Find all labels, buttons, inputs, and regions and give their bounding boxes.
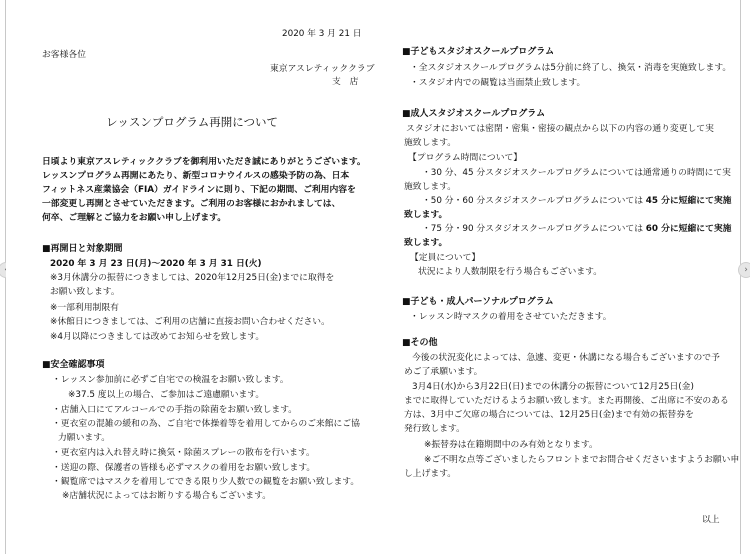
time-rule-text: ・75 分・90 分スタジオスクールプログラムについては [422,224,646,234]
time-rule-text: ・50 分・60 分スタジオスクールプログラムについては [422,196,646,206]
time-rule-emphasis: 45 分に短縮にて実施 [645,196,732,206]
time-rule: 致します。 [404,238,448,248]
time-rule: 致します。 [404,210,448,220]
document-date: 2020 年 3 月 21 日 [282,29,362,39]
other-line: ※ご不明な点等ございましたらフロントまでお問合せくださいますようお願い申 [424,455,740,465]
other-line: めご了承願います。 [404,367,483,377]
document-page-left [6,0,378,554]
intro-line: フィットネス産業協会（FIA）ガイドラインに則り、下記の期間、ご利用内容を [42,185,356,195]
section-heading-personal: ■子ども・成人パーソナルプログラム [402,297,554,307]
adult-intro: スタジオにおいては密閉・密集・密接の観点から以下の内容の通り変更して実 [406,124,714,134]
section-heading-period: ■再開日と対象期間 [42,244,123,254]
time-rule-emphasis: 60 分に短縮にて実施 [645,224,732,234]
subheading-capacity: 【定員について】 [410,253,481,263]
next-page-icon[interactable]: › [738,262,750,278]
period-note: ※4月以降につきましては改めてお知らせを致します。 [50,332,265,342]
section-heading-other: ■その他 [402,338,438,348]
period-note: ※一部利用制限有 [50,303,119,313]
safety-item: ※37.5 度以上の場合、ご参加はご遠慮願います。 [68,390,265,400]
section-heading-kids: ■子どもスタジオスクールプログラム [402,47,555,57]
section-heading-adult: ■成人スタジオスクールプログラム [402,109,546,119]
safety-item: 力願います。 [58,433,111,443]
intro-line: 何卒、ご理解とご協力をお願い申し上げます。 [42,213,227,223]
kids-item: ・スタジオ内での観覧は当面禁止致します。 [410,78,586,88]
subheading-time: 【プログラム時間について】 [408,153,523,163]
addressee: お客様各位 [42,50,86,60]
right-viewer-edge [740,0,741,554]
time-rule [422,224,731,235]
sender-company: 東京アスレティッククラブ [270,64,375,74]
personal-text: ・レッスン時マスクの着用をさせていただきます。 [410,312,612,322]
intro-line: 一部変更し再開とさせていただきます。ご利用のお客様におかれましては、 [42,199,341,209]
other-line: し上げます。 [404,469,457,479]
period-note: ※3月休講分の振替につきましては、2020年12月25日(金)までに取得を [50,273,335,283]
period-note: お願い致します。 [50,287,120,297]
document-page-right [382,0,740,554]
safety-item: ・更衣室の混雑の緩和の為、ご自宅で体操着等を着用してからのご来館にご協 [52,419,360,429]
period-range: 2020 年 3 月 23 日(月)～2020 年 3 月 31 日(火) [50,259,262,269]
sender-branch: 支 店 [332,77,359,87]
document-title: レッスンプログラム再開について [106,115,279,129]
intro-line: レッスンプログラム再開にあたり、新型コロナウイルスの感染予防の為、日本 [42,171,350,181]
closing-mark: 以上 [702,515,720,525]
adult-intro: 施致します。 [404,138,457,148]
time-rule: 施致します。 [404,182,457,192]
intro-line: 日頃より東京アスレティッククラブを御利用いただき誠にありがとうございます。 [42,157,366,167]
safety-item: ・観覧席ではマスクを着用してできる限り少人数での観覧をお願い致します。 [52,477,360,487]
section-heading-safety: ■安全確認事項 [42,360,105,370]
capacity-text: 状況により人数制限を行う場合もございます。 [418,267,603,277]
other-line: 方は、3月中ご欠席の場合については、12月25日(金)まで有効の振替券を [404,410,694,420]
other-line: 発行致します。 [404,424,465,434]
safety-item: ・レッスン参加前に必ずご自宅での検温をお願い致します。 [52,375,289,385]
safety-item: ・店舗入口にてアルコールでの手指の除菌をお願い致します。 [52,405,298,415]
safety-item: ・送迎の際、保護者の皆様も必ずマスクの着用をお願い致します。 [52,463,316,473]
other-line: までに取得していただけるようお願い致します。また再開後、ご出席に不安のある [404,396,729,406]
other-line: ※振替券は在籍期間中のみ有効となります。 [424,440,598,450]
time-rule: ・30 分、45 分スタジオスクールプログラムについては通常通りの時間にて実 [422,168,731,178]
safety-item: ・更衣室内は入れ替え時に換気・除菌スプレーの散布を行います。 [52,448,315,458]
safety-item: ※店舗状況によってはお断りする場合もございます。 [62,491,271,501]
time-rule [422,196,731,207]
other-line: 今後の状況変化によっては、急遽、変更・休講になる場合もございますので予 [412,353,720,363]
other-line: 3月4日(水)から3月22日(日)までの休講分の振替について12月25日(金) [412,382,694,392]
period-note: ※休館日につきましては、ご利用の店舗に直接お問い合わせください。 [50,317,330,327]
kids-item: ・全スタジオスクールプログラムは5分前に終了し、換気・消毒を実施致します。 [410,63,732,73]
